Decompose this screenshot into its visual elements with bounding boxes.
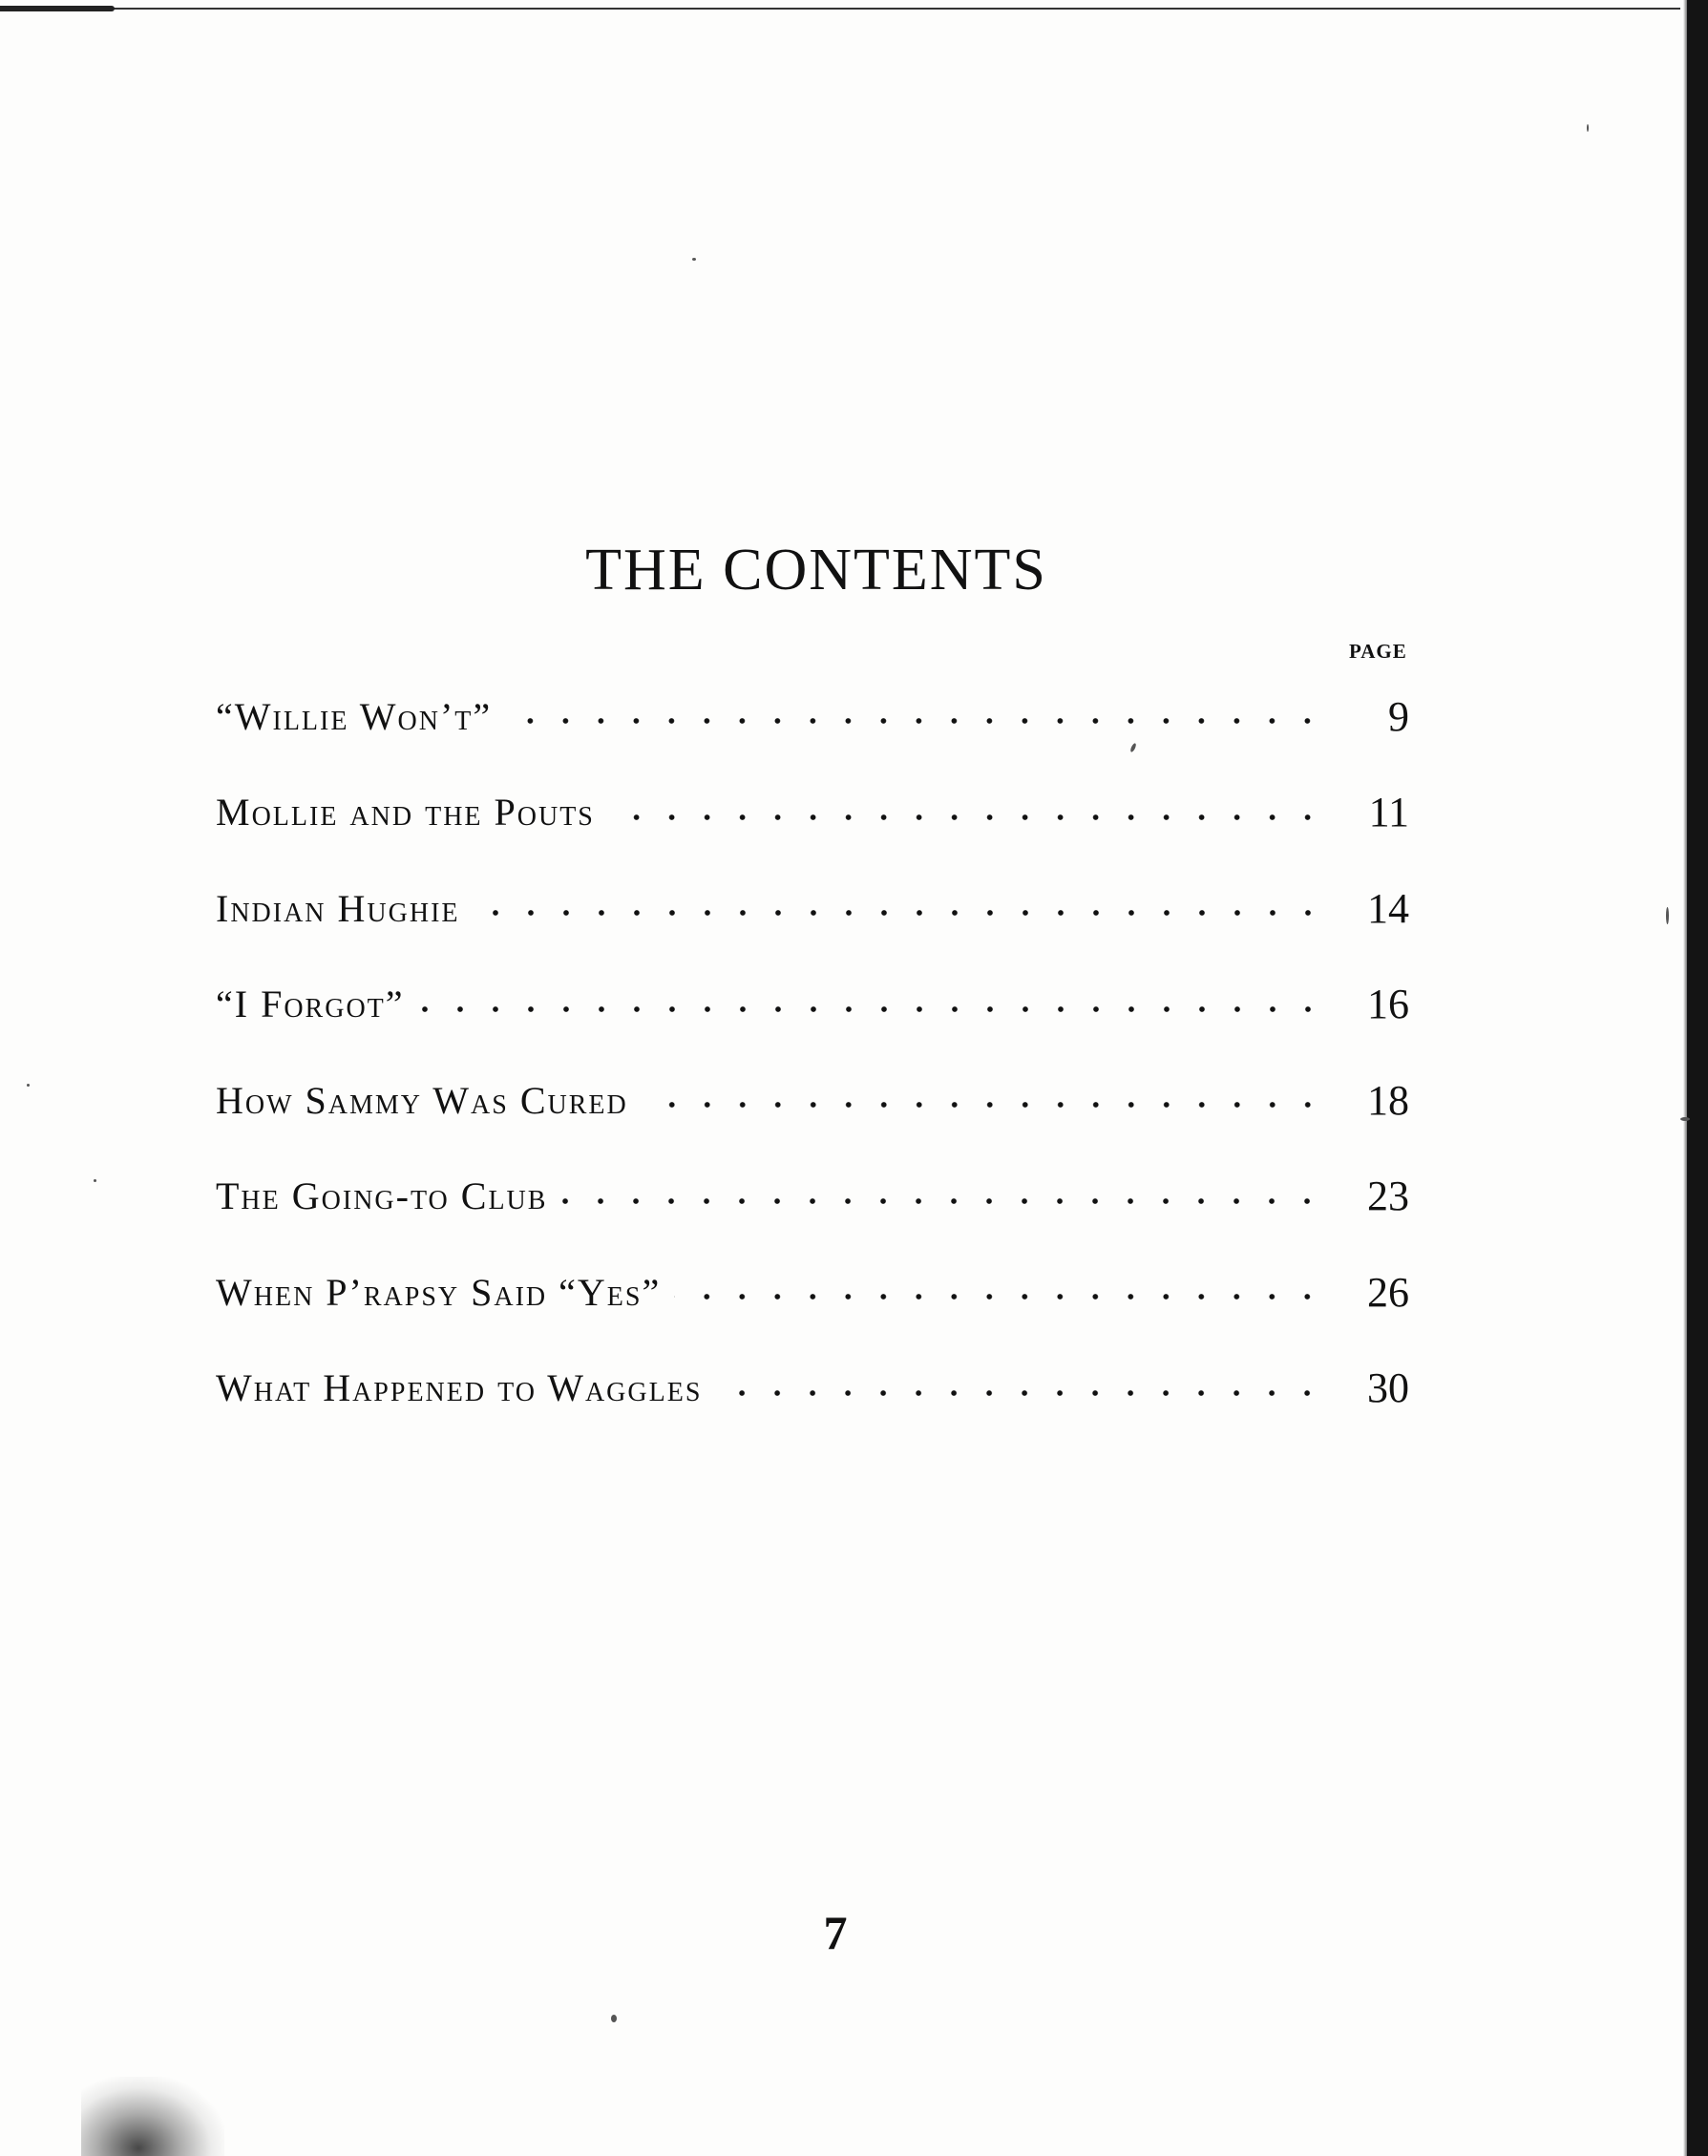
scan-speck xyxy=(611,2015,617,2022)
toc-entry-title: The Going-to Club xyxy=(216,1173,560,1218)
page-title: THE CONTENTS xyxy=(585,537,1047,602)
dot-leader xyxy=(674,1273,1325,1311)
toc-entry-page: 26 xyxy=(1325,1268,1409,1317)
toc-entry-title: “I Forgot” xyxy=(216,982,418,1026)
dot-leader xyxy=(560,1177,1325,1215)
toc-entry-title: “Willie Won’t” xyxy=(216,694,505,739)
toc-entry[interactable] xyxy=(216,860,1409,957)
toc-entry-page: 14 xyxy=(1325,884,1409,933)
toc-entry[interactable] xyxy=(216,765,1409,861)
scan-top-edge xyxy=(0,8,1680,11)
toc-entry[interactable] xyxy=(216,1341,1409,1437)
toc-entry-page: 16 xyxy=(1325,980,1409,1028)
toc-entry-title: Mollie and the Pouts xyxy=(216,790,608,835)
scan-speck xyxy=(94,1179,96,1182)
toc-entry[interactable] xyxy=(216,1149,1409,1245)
toc-entry-page: 23 xyxy=(1325,1172,1409,1220)
toc-entry-page: 11 xyxy=(1325,788,1409,836)
scan-speck xyxy=(27,1084,30,1087)
dot-leader xyxy=(418,985,1325,1024)
toc-entry-title: Indian Hughie xyxy=(216,886,474,931)
dot-leader xyxy=(608,793,1325,832)
toc-entry[interactable] xyxy=(216,1052,1409,1149)
toc-entry[interactable] xyxy=(216,957,1409,1053)
scan-right-edge xyxy=(1687,0,1708,2156)
scan-speck xyxy=(1587,124,1589,132)
toc-entry-title: What Happened to Waggles xyxy=(216,1365,715,1410)
page-number: 7 xyxy=(823,1906,848,1959)
toc-entry-title: How Sammy Was Cured xyxy=(216,1078,642,1123)
scan-smudge xyxy=(81,2077,224,2156)
toc-entry[interactable] xyxy=(216,1244,1409,1341)
dot-leader xyxy=(715,1369,1325,1407)
page-column-label: PAGE xyxy=(1349,640,1407,663)
toc-entry-page: 9 xyxy=(1325,692,1409,741)
dot-leader xyxy=(505,697,1325,735)
dot-leader xyxy=(642,1081,1325,1119)
toc-entry[interactable] xyxy=(216,668,1409,765)
scan-speck xyxy=(1680,1117,1690,1121)
dot-leader xyxy=(474,889,1325,927)
scan-speck xyxy=(1666,907,1669,924)
toc-entry-title: When P’rapsy Said “Yes” xyxy=(216,1270,674,1315)
toc-entry-page: 30 xyxy=(1325,1363,1409,1412)
scan-top-edge-mark xyxy=(0,6,115,11)
table-of-contents xyxy=(216,668,1409,1436)
scan-speck xyxy=(692,258,696,261)
toc-entry-page: 18 xyxy=(1325,1076,1409,1125)
